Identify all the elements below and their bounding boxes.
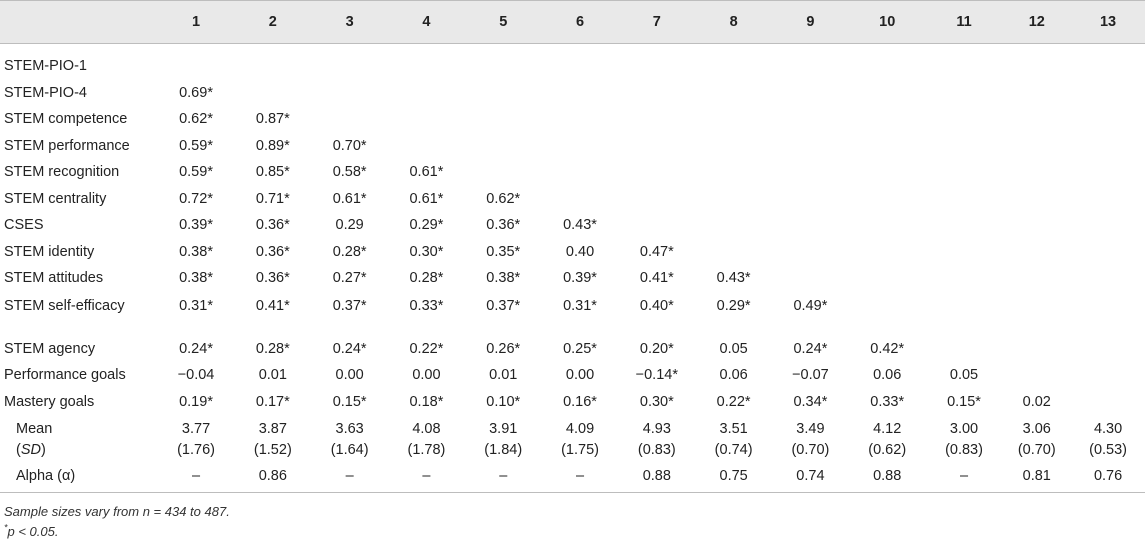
- column-header-5: 5: [465, 1, 542, 44]
- spacer-cell: [0, 44, 1145, 54]
- sd-italic: SD: [20, 442, 41, 458]
- mean-value: 4.30: [1093, 421, 1123, 437]
- table-cell: [388, 106, 465, 133]
- table-cell: [618, 186, 695, 213]
- sd-value: (1.78): [407, 442, 446, 458]
- table-cell: [926, 292, 1003, 336]
- table-cell: [1002, 212, 1071, 239]
- column-header-10: 10: [849, 1, 926, 44]
- table-cell: [542, 106, 619, 133]
- column-header-12: 12: [1002, 1, 1071, 44]
- alpha-value: –: [388, 461, 465, 492]
- mean-sd-cell: [849, 415, 926, 461]
- row-label: Mastery goals: [4, 393, 95, 410]
- table-cell: 0.29*: [409, 217, 444, 234]
- table-cell: 0.00: [565, 367, 595, 384]
- table-cell: 0.47*: [639, 243, 674, 260]
- table-cell: 0.22*: [716, 393, 751, 410]
- table-cell: 0.59*: [179, 137, 213, 154]
- row-label: STEM performance: [4, 137, 130, 154]
- table-cell: [772, 106, 849, 133]
- table-cell: [234, 80, 311, 107]
- table-cell: 0.62*: [179, 111, 213, 128]
- sd-value: (1.75): [561, 442, 599, 458]
- table-cell: 0.28*: [332, 243, 367, 260]
- significance-mark: *: [4, 522, 8, 533]
- table-cell: [311, 53, 388, 80]
- row-label: STEM agency: [4, 340, 96, 357]
- table-cell: 0.26*: [486, 340, 521, 357]
- mean-value: 3.87: [258, 421, 287, 437]
- table-row: [0, 133, 1145, 160]
- row-label: STEM-PIO-4: [4, 84, 87, 101]
- column-header-2: 2: [234, 1, 311, 44]
- table-cell: 0.18*: [409, 393, 444, 410]
- table-cell: 0.10*: [486, 393, 521, 410]
- alpha-value: 0.81: [1002, 461, 1071, 492]
- row-label: STEM competence: [4, 111, 128, 128]
- table-cell: 0.25*: [563, 340, 597, 357]
- table-cell: 0.39*: [179, 217, 213, 234]
- table-cell: [618, 106, 695, 133]
- table-cell: [465, 106, 542, 133]
- table-cell: 0.31*: [563, 297, 597, 314]
- table-cell: −0.07: [792, 367, 829, 384]
- table-cell: [772, 265, 849, 292]
- alpha-value: –: [926, 461, 1003, 492]
- table-cell: [926, 133, 1003, 160]
- mean-value: 3.06: [1022, 421, 1051, 437]
- table-cell: [234, 53, 311, 80]
- mean-value: 4.08: [412, 421, 441, 437]
- table-cell: 0.58*: [332, 164, 367, 181]
- table-cell: 0.89*: [255, 137, 290, 154]
- table-cell: 0.33*: [409, 297, 444, 314]
- sd-value: (0.70): [1017, 442, 1056, 458]
- table-cell: 0.61*: [332, 190, 367, 207]
- table-cell: 0.29*: [716, 297, 751, 314]
- table-cell: 0.61*: [409, 164, 444, 181]
- table-cell: 0.05: [949, 367, 979, 384]
- table-cell: 0.36*: [255, 217, 290, 234]
- table-cell: [465, 80, 542, 107]
- table-cell: [1002, 80, 1071, 107]
- mean-value: 3.63: [335, 421, 364, 437]
- table-cell: 0.20*: [639, 340, 674, 357]
- significance-note: [4, 522, 1145, 542]
- column-header-7: 7: [618, 1, 695, 44]
- sd-value: (0.83): [637, 442, 676, 458]
- table-cell: [695, 133, 772, 160]
- table-cell: [1071, 106, 1145, 133]
- column-header-3: 3: [311, 1, 388, 44]
- alpha-row: [0, 461, 1145, 492]
- mean-sd-cell: [1071, 415, 1145, 461]
- table-cell: [926, 239, 1003, 266]
- table-cell: [1002, 239, 1071, 266]
- table-cell: 0.38*: [179, 243, 213, 260]
- table-cell: [1002, 159, 1071, 186]
- table-cell: −0.14*: [635, 367, 678, 384]
- mean-sd-label: [0, 415, 158, 461]
- table-cell: 0.85*: [255, 164, 290, 181]
- table-cell: 0.17*: [255, 393, 290, 410]
- table-cell: 0.36*: [255, 243, 290, 260]
- table-cell: [1071, 389, 1145, 416]
- table-cell: 0.37*: [332, 297, 367, 314]
- table-cell: [926, 80, 1003, 107]
- table-cell: 0.01: [489, 367, 518, 384]
- row-label: Performance goals: [4, 367, 126, 384]
- header-corner: [0, 1, 158, 44]
- table-cell: 0.02: [1022, 393, 1051, 410]
- table-row: [0, 362, 1145, 389]
- table-cell: 0.43*: [716, 270, 751, 287]
- table-cell: 0.40: [565, 243, 595, 260]
- table-notes: [0, 502, 1145, 542]
- table-cell: [1071, 362, 1145, 389]
- table-cell: 0.37*: [486, 297, 521, 314]
- column-header-4: 4: [388, 1, 465, 44]
- mean-value: 3.00: [949, 421, 979, 437]
- table-cell: [926, 186, 1003, 213]
- alpha-value: –: [465, 461, 542, 492]
- table-cell: 0.71*: [255, 190, 290, 207]
- table-cell: [1002, 106, 1071, 133]
- table-cell: 0.00: [412, 367, 441, 384]
- table-cell: [542, 80, 619, 107]
- table-cell: [1002, 362, 1071, 389]
- table-cell: [1071, 265, 1145, 292]
- table-cell: 0.19*: [179, 393, 213, 410]
- table-cell: [849, 239, 926, 266]
- table-body: [0, 44, 1145, 493]
- mean-sd-cell: [695, 415, 772, 461]
- table-cell: [618, 212, 695, 239]
- mean-sd-cell: [158, 415, 235, 461]
- table-cell: 0.38*: [486, 270, 521, 287]
- table-cell: [926, 106, 1003, 133]
- row-label: CSES: [4, 217, 44, 234]
- table-cell: 0.41*: [639, 270, 674, 287]
- alpha-value: 0.86: [234, 461, 311, 492]
- table-cell: [1071, 292, 1145, 336]
- alpha-value: 0.74: [772, 461, 849, 492]
- table-cell: [695, 53, 772, 80]
- table-cell: 0.28*: [409, 270, 444, 287]
- mean-sd-cell: [772, 415, 849, 461]
- table-cell: [849, 53, 926, 80]
- column-header-9: 9: [772, 1, 849, 44]
- table-cell: [1002, 265, 1071, 292]
- mean-value: 3.77: [181, 421, 211, 437]
- row-label: STEM self-efficacy: [4, 297, 125, 314]
- table-cell: [772, 53, 849, 80]
- table-cell: 0.33*: [870, 393, 905, 410]
- column-header-13: 13: [1071, 1, 1145, 44]
- table-cell: [849, 186, 926, 213]
- mean-sd-cell: [926, 415, 1003, 461]
- table-cell: 0.43*: [563, 217, 597, 234]
- table-cell: 0.24*: [793, 340, 828, 357]
- table-cell: [311, 80, 388, 107]
- table-cell: [388, 133, 465, 160]
- table-row: [0, 336, 1145, 363]
- sd-value: (1.76): [177, 442, 215, 458]
- table-cell: [158, 53, 235, 80]
- table-cell: [1071, 80, 1145, 107]
- table-cell: 0.35*: [486, 243, 521, 260]
- significance-text: p < 0.05.: [7, 523, 59, 539]
- table-cell: 0.41*: [255, 297, 290, 314]
- row-label: STEM recognition: [4, 164, 120, 181]
- table-cell: 0.36*: [486, 217, 521, 234]
- table-cell: [1071, 53, 1145, 80]
- table-cell: 0.34*: [793, 393, 828, 410]
- table-cell: [1071, 133, 1145, 160]
- table-cell: [1071, 336, 1145, 363]
- table-cell: 0.38*: [179, 270, 213, 287]
- table-cell: [1071, 212, 1145, 239]
- mean-sd-cell: [388, 415, 465, 461]
- table-cell: [388, 80, 465, 107]
- mean-sd-cell: [465, 415, 542, 461]
- table-cell: 0.69*: [179, 84, 213, 101]
- table-cell: 0.16*: [563, 393, 597, 410]
- alpha-value: –: [542, 461, 619, 492]
- table-cell: 0.15*: [947, 393, 981, 410]
- table-cell: 0.49*: [793, 297, 828, 314]
- table-cell: [926, 336, 1003, 363]
- row-label: STEM attitudes: [4, 270, 104, 287]
- table-row: [0, 212, 1145, 239]
- alpha-value: 0.76: [1071, 461, 1145, 492]
- table-cell: [1071, 186, 1145, 213]
- table-row: [0, 389, 1145, 416]
- header-row: [0, 1, 1145, 44]
- alpha-value: 0.88: [618, 461, 695, 492]
- table-cell: [1002, 292, 1071, 336]
- table-cell: 0.27*: [332, 270, 367, 287]
- table-row: [0, 186, 1145, 213]
- table-cell: 0.06: [719, 367, 748, 384]
- table-row: [0, 159, 1145, 186]
- table-row: [0, 265, 1145, 292]
- mean-sd-cell: [1002, 415, 1071, 461]
- table-cell: 0.31*: [179, 297, 213, 314]
- table-cell: [772, 159, 849, 186]
- table-cell: [926, 53, 1003, 80]
- mean-sd-cell: [618, 415, 695, 461]
- table-cell: [849, 80, 926, 107]
- mean-sd-row: [0, 415, 1145, 461]
- alpha-value: –: [158, 461, 235, 492]
- table-cell: 0.01: [258, 367, 287, 384]
- alpha-value: –: [311, 461, 388, 492]
- mean-sd-cell: [234, 415, 311, 461]
- table-cell: [542, 159, 619, 186]
- table-cell: [618, 133, 695, 160]
- sd-value: (0.70): [791, 442, 830, 458]
- table-cell: [772, 133, 849, 160]
- table-cell: [772, 186, 849, 213]
- row-label: STEM centrality: [4, 190, 107, 207]
- table-cell: [772, 80, 849, 107]
- table-cell: [926, 159, 1003, 186]
- table-cell: 0.15*: [332, 393, 367, 410]
- table-row: [0, 106, 1145, 133]
- sd-value: (1.64): [330, 442, 369, 458]
- table-cell: 0.40*: [639, 297, 674, 314]
- mean-sd-cell: [542, 415, 619, 461]
- table-cell: [618, 53, 695, 80]
- table-cell: [465, 53, 542, 80]
- spacer-row: [0, 44, 1145, 54]
- table-cell: [926, 265, 1003, 292]
- table-cell: [695, 212, 772, 239]
- table-row: [0, 292, 1145, 336]
- sd-value: (0.83): [945, 442, 983, 458]
- table-cell: 0.39*: [563, 270, 597, 287]
- sd-value: (0.74): [714, 442, 753, 458]
- table-cell: 0.29: [335, 217, 364, 234]
- table-cell: [772, 212, 849, 239]
- table-cell: 0.05: [719, 340, 748, 357]
- row-label: STEM identity: [4, 243, 95, 260]
- sd-label: (SD): [16, 442, 46, 458]
- table-cell: [849, 212, 926, 239]
- sd-value: (1.84): [484, 442, 523, 458]
- table-cell: 0.70*: [332, 137, 367, 154]
- table-cell: 0.30*: [409, 243, 444, 260]
- table-cell: [1002, 53, 1071, 80]
- table-row: [0, 53, 1145, 80]
- table-cell: 0.00: [335, 367, 364, 384]
- table-cell: [849, 265, 926, 292]
- table-cell: [542, 186, 619, 213]
- table-cell: [849, 106, 926, 133]
- table-cell: [695, 239, 772, 266]
- table-cell: [1071, 159, 1145, 186]
- sd-value: (0.53): [1089, 442, 1127, 458]
- table-cell: −0.04: [177, 367, 215, 384]
- sd-value: (1.52): [253, 442, 292, 458]
- table-cell: [1002, 186, 1071, 213]
- mean-value: 3.49: [796, 421, 825, 437]
- mean-value: 4.93: [642, 421, 671, 437]
- table-cell: [1071, 239, 1145, 266]
- mean-value: 4.09: [565, 421, 595, 437]
- mean-value: 4.12: [873, 421, 902, 437]
- alpha-value: 0.88: [849, 461, 926, 492]
- table-cell: 0.06: [873, 367, 902, 384]
- table-cell: [695, 159, 772, 186]
- table-cell: 0.87*: [255, 111, 290, 128]
- table-cell: 0.42*: [870, 340, 905, 357]
- table-cell: 0.24*: [332, 340, 367, 357]
- column-header-1: 1: [158, 1, 235, 44]
- table-cell: [465, 133, 542, 160]
- table-cell: [618, 80, 695, 107]
- sample-size-note: Sample sizes vary from n = 434 to 487.: [4, 503, 230, 519]
- table-cell: [542, 53, 619, 80]
- table-cell: [1002, 133, 1071, 160]
- sd-value: (0.62): [868, 442, 907, 458]
- column-header-6: 6: [542, 1, 619, 44]
- table-cell: 0.59*: [179, 164, 213, 181]
- table-cell: [465, 159, 542, 186]
- table-cell: [311, 106, 388, 133]
- table-cell: [618, 159, 695, 186]
- table-row: [0, 239, 1145, 266]
- table-header: [0, 1, 1145, 44]
- table-cell: 0.28*: [255, 340, 290, 357]
- table-cell: [849, 292, 926, 336]
- column-header-11: 11: [926, 1, 1003, 44]
- mean-label: Mean: [16, 421, 53, 437]
- table-row: [0, 80, 1145, 107]
- table-cell: 0.24*: [179, 340, 213, 357]
- table-cell: 0.22*: [409, 340, 444, 357]
- table-cell: [695, 106, 772, 133]
- mean-value: 3.91: [489, 421, 518, 437]
- column-header-8: 8: [695, 1, 772, 44]
- table-cell: [772, 239, 849, 266]
- table-cell: [926, 212, 1003, 239]
- alpha-value: 0.75: [695, 461, 772, 492]
- alpha-label: Alpha (α): [0, 461, 158, 492]
- table-cell: [849, 133, 926, 160]
- mean-value: 3.51: [719, 421, 748, 437]
- table-cell: [849, 159, 926, 186]
- table-cell: 0.36*: [255, 270, 290, 287]
- table-cell: 0.30*: [639, 393, 674, 410]
- table-cell: [1002, 336, 1071, 363]
- table-cell: 0.61*: [409, 190, 444, 207]
- table-cell: [542, 133, 619, 160]
- row-label: STEM-PIO-1: [4, 58, 87, 75]
- table-cell: [388, 53, 465, 80]
- table-cell: [695, 80, 772, 107]
- table-cell: 0.62*: [486, 190, 521, 207]
- mean-sd-cell: [311, 415, 388, 461]
- table-cell: [695, 186, 772, 213]
- table-cell: 0.72*: [179, 190, 213, 207]
